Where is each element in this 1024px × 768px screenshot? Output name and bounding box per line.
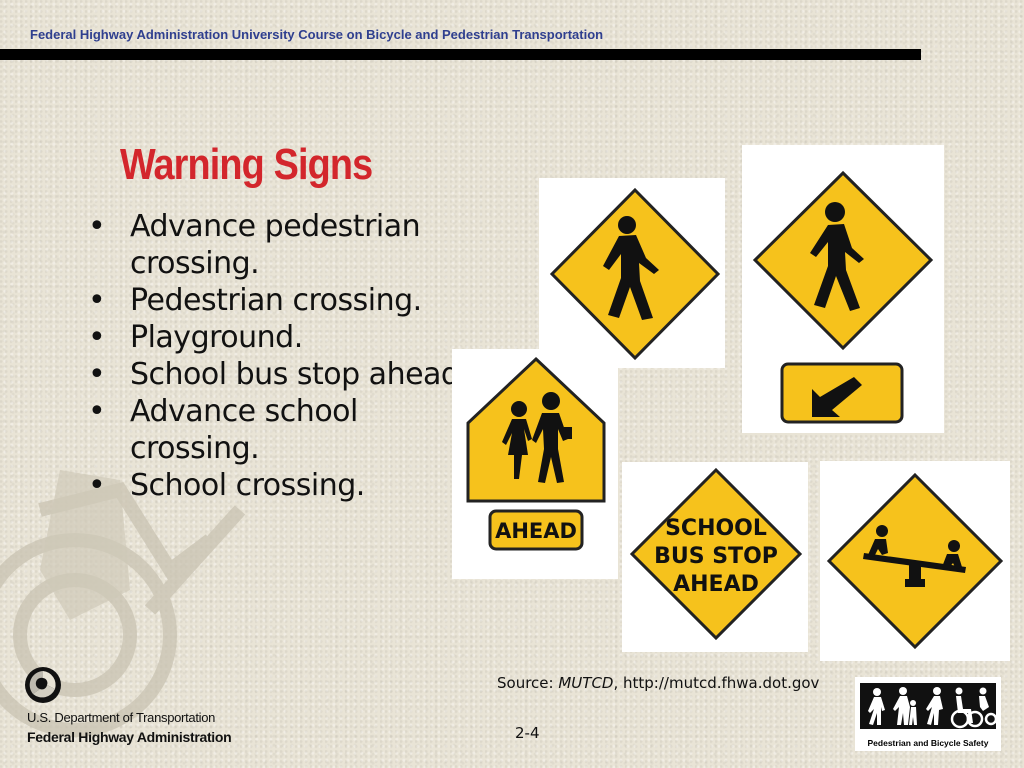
header-rule xyxy=(0,49,921,60)
pedestrian-crossing-sign-icon xyxy=(539,178,725,368)
ahead-plate-text: AHEAD xyxy=(495,519,577,543)
advance-school-crossing-sign-icon xyxy=(452,349,618,579)
bullet-list xyxy=(88,208,468,504)
school-bus-stop-ahead-sign-icon xyxy=(622,462,808,652)
fhwa-agency-name: Federal Highway Administration xyxy=(27,729,232,745)
dot-triskelion-logo-icon xyxy=(24,666,62,704)
bus-stop-text-line-2: BUS STOP xyxy=(654,544,778,569)
course-header: Federal Highway Administration University Course on Bicycle and Pedestrian Transportation xyxy=(30,27,604,42)
bullet-item: • Advance pedestrian crossing. xyxy=(88,209,421,281)
bullet-item: • School crossing. xyxy=(88,468,365,503)
pedestrian-bicycle-safety-logo xyxy=(855,677,1001,751)
page-number: 2-4 xyxy=(515,724,540,742)
bus-stop-text-line-3: AHEAD xyxy=(673,572,759,597)
bullet-item: • Pedestrian crossing. xyxy=(88,283,422,318)
dot-department-name: U.S. Department of Transportation xyxy=(27,710,216,725)
slide-title: Warning Signs xyxy=(120,140,373,189)
pedestrian-bicycle-icons xyxy=(855,677,1001,737)
playground-sign-icon xyxy=(820,461,1010,661)
bullet-item: • Advance school crossing. xyxy=(88,394,358,466)
advance-pedestrian-crossing-sign-icon xyxy=(742,145,944,433)
source-citation: Source: MUTCD, http://mutcd.fhwa.dot.gov xyxy=(497,674,820,692)
bullet-item: • Playground. xyxy=(88,320,303,355)
bullet-item: • School bus stop ahead. xyxy=(88,357,469,392)
bus-stop-text-line-1: SCHOOL xyxy=(665,516,767,541)
safety-logo-label: Pedestrian and Bicycle Safety xyxy=(867,738,989,748)
